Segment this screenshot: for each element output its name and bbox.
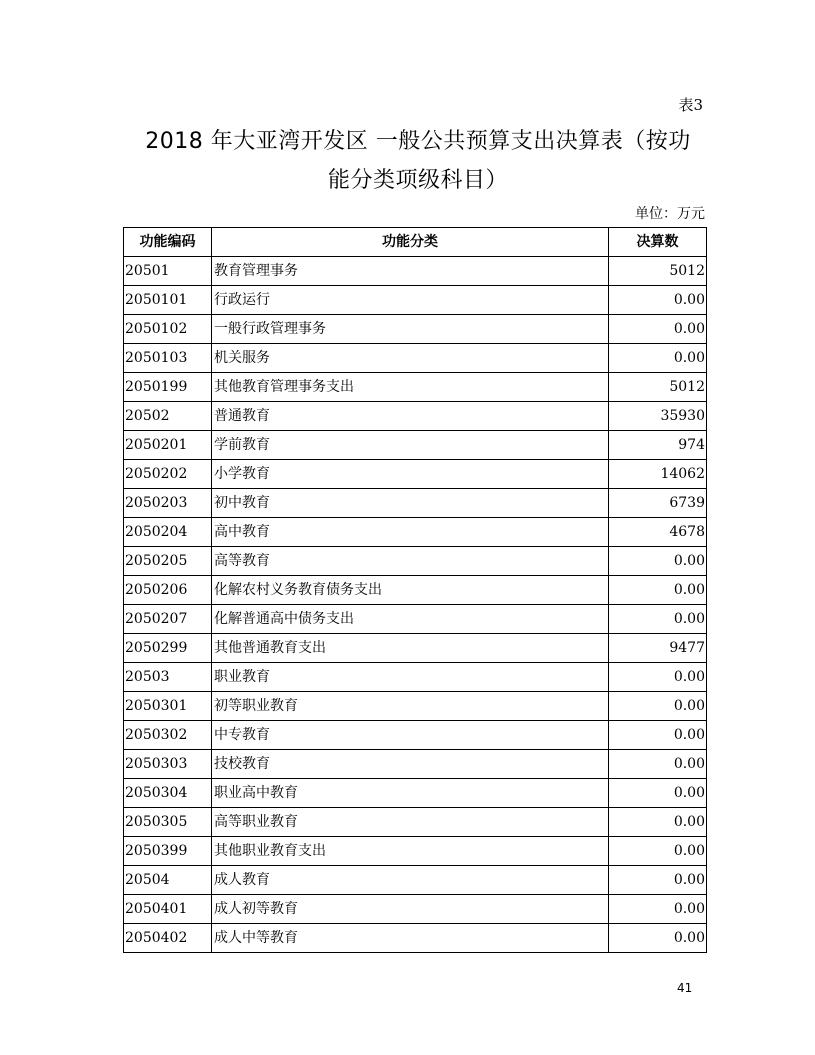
cell-code: 2050204 (124, 518, 212, 547)
table-row (124, 779, 707, 808)
table-row (124, 315, 707, 344)
cell-code: 2050401 (124, 895, 212, 924)
table-row (124, 344, 707, 373)
cell-code: 2050199 (124, 373, 212, 402)
table-row (124, 547, 707, 576)
unit-label: 单位：万元 (635, 206, 705, 222)
page-title: 2018 年大亚湾开发区 一般公共预算支出决算表（按功 (145, 129, 691, 154)
table-row (124, 286, 707, 315)
cell-amount: 0.00 (609, 605, 707, 634)
table-row (124, 489, 707, 518)
table-row (124, 692, 707, 721)
cell-amount: 9477 (609, 634, 707, 663)
cell-amount: 4678 (609, 518, 707, 547)
table-row (124, 576, 707, 605)
cell-code: 2050303 (124, 750, 212, 779)
cell-amount: 974 (609, 431, 707, 460)
cell-name: 机关服务 (212, 344, 609, 373)
cell-code: 2050304 (124, 779, 212, 808)
cell-code: 2050103 (124, 344, 212, 373)
cell-amount: 0.00 (609, 286, 707, 315)
cell-amount: 35930 (609, 402, 707, 431)
table-row (124, 837, 707, 866)
cell-code: 2050402 (124, 924, 212, 953)
cell-code: 20504 (124, 866, 212, 895)
table-row (124, 431, 707, 460)
table-row (124, 634, 707, 663)
cell-name: 成人中等教育 (212, 924, 609, 953)
cell-name: 职业高中教育 (212, 779, 609, 808)
table-row (124, 808, 707, 837)
table-row (124, 460, 707, 489)
cell-name: 中专教育 (212, 721, 609, 750)
cell-amount: 0.00 (609, 895, 707, 924)
table-row (124, 518, 707, 547)
cell-name: 化解农村义务教育债务支出 (212, 576, 609, 605)
cell-amount: 0.00 (609, 779, 707, 808)
table-body (124, 257, 707, 953)
cell-name: 其他教育管理事务支出 (212, 373, 609, 402)
table-label: 表3 (678, 96, 703, 114)
cell-amount: 5012 (609, 257, 707, 286)
cell-name: 高等教育 (212, 547, 609, 576)
cell-code: 20502 (124, 402, 212, 431)
cell-name: 技校教育 (212, 750, 609, 779)
cell-amount: 0.00 (609, 663, 707, 692)
cell-name: 高中教育 (212, 518, 609, 547)
cell-amount: 0.00 (609, 750, 707, 779)
cell-amount: 5012 (609, 373, 707, 402)
column-header-name: 功能分类 (212, 228, 609, 257)
cell-name: 初中教育 (212, 489, 609, 518)
table-row (124, 257, 707, 286)
cell-code: 20501 (124, 257, 212, 286)
cell-amount: 0.00 (609, 547, 707, 576)
cell-amount: 0.00 (609, 344, 707, 373)
cell-amount: 0.00 (609, 924, 707, 953)
cell-amount: 0.00 (609, 315, 707, 344)
cell-amount: 6739 (609, 489, 707, 518)
table-row (124, 402, 707, 431)
cell-name: 学前教育 (212, 431, 609, 460)
cell-amount: 14062 (609, 460, 707, 489)
budget-table (123, 227, 707, 953)
table-row (124, 663, 707, 692)
page-number: 41 (677, 981, 693, 995)
cell-code: 2050305 (124, 808, 212, 837)
cell-amount: 0.00 (609, 808, 707, 837)
cell-amount: 0.00 (609, 692, 707, 721)
cell-code: 2050399 (124, 837, 212, 866)
cell-code: 2050299 (124, 634, 212, 663)
cell-code: 2050207 (124, 605, 212, 634)
cell-code: 2050301 (124, 692, 212, 721)
table-row (124, 866, 707, 895)
table-header-row (124, 228, 707, 257)
column-header-code: 功能编码 (124, 228, 212, 257)
cell-name: 小学教育 (212, 460, 609, 489)
table-row (124, 373, 707, 402)
page-title-continued: 能分类项级科目） (327, 168, 508, 193)
cell-amount: 0.00 (609, 721, 707, 750)
cell-name: 普通教育 (212, 402, 609, 431)
cell-amount: 0.00 (609, 837, 707, 866)
cell-code: 2050102 (124, 315, 212, 344)
cell-name: 其他普通教育支出 (212, 634, 609, 663)
cell-code: 2050203 (124, 489, 212, 518)
cell-name: 高等职业教育 (212, 808, 609, 837)
cell-code: 2050201 (124, 431, 212, 460)
cell-code: 2050206 (124, 576, 212, 605)
column-header-amount: 决算数 (609, 228, 707, 257)
table-row (124, 605, 707, 634)
cell-name: 职业教育 (212, 663, 609, 692)
cell-code: 20503 (124, 663, 212, 692)
cell-name: 初等职业教育 (212, 692, 609, 721)
cell-name: 行政运行 (212, 286, 609, 315)
table-row (124, 895, 707, 924)
cell-amount: 0.00 (609, 576, 707, 605)
cell-name: 一般行政管理事务 (212, 315, 609, 344)
cell-code: 2050205 (124, 547, 212, 576)
cell-name: 化解普通高中债务支出 (212, 605, 609, 634)
table-row (124, 721, 707, 750)
cell-code: 2050202 (124, 460, 212, 489)
cell-name: 教育管理事务 (212, 257, 609, 286)
cell-name: 成人教育 (212, 866, 609, 895)
cell-amount: 0.00 (609, 866, 707, 895)
cell-code: 2050101 (124, 286, 212, 315)
table-row (124, 750, 707, 779)
cell-code: 2050302 (124, 721, 212, 750)
cell-name: 成人初等教育 (212, 895, 609, 924)
cell-name: 其他职业教育支出 (212, 837, 609, 866)
table-row (124, 924, 707, 953)
